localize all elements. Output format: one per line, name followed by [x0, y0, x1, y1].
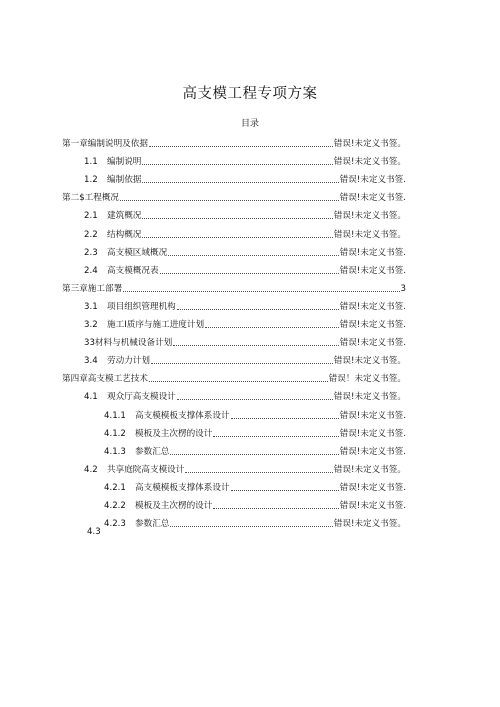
toc-entry-label: 模板及主次楞的设计 [135, 501, 213, 511]
toc-entry-label: 33材料与机械设备计划 [84, 338, 173, 349]
toc-entry-label: 观众厅高支模设计 [107, 392, 176, 403]
toc-entry-label: 建筑概况 [107, 211, 142, 222]
toc-entry-page: 错误!未定义书签. [339, 301, 406, 312]
toc-entry-number: 3.4 [84, 356, 98, 367]
toc-dot-leader [185, 471, 332, 473]
toc-entry-label: 施工I质序与施工进度计划 [107, 320, 205, 330]
toc-entry-label: 高支模模板支撑体系设计 [135, 410, 230, 421]
toc-entry-page: 错误!未定义书签. [339, 482, 406, 493]
toc-entry-page: 错误!未定义书签. [339, 428, 406, 439]
toc-entry[interactable] [104, 428, 406, 440]
toc-entry-label: 模板及主次楞的设计 [135, 428, 213, 439]
toc-dot-leader [170, 525, 332, 527]
toc-entry-label: 第二$工程概况 [62, 193, 120, 204]
toc-entry-page: 错误!未定义书签. [339, 446, 406, 457]
toc-entry-page: 错误！未定义书签。 [328, 374, 406, 385]
toc-entry-number: 4.1.2 [104, 428, 126, 439]
toc-entry-page: 错误!未定义书签. [339, 410, 406, 421]
toc-entry-number: 3.1 [84, 301, 98, 312]
toc-dot-leader [149, 380, 328, 382]
toc-entry-label: 劳动力计划 [107, 356, 150, 367]
toc-entry-label: 共享庭院高支模设计 [107, 464, 185, 475]
toc-entry-page: 错误!未定义书签. [339, 193, 406, 204]
toc-entry-label: 参数汇总 [135, 519, 170, 530]
toc-entry-page: 错误!未定义书签. [339, 501, 406, 511]
toc-entry[interactable] [84, 265, 406, 277]
toc-dot-leader [151, 362, 333, 364]
toc-dot-leader [120, 199, 339, 201]
toc-entry[interactable] [104, 410, 406, 422]
toc-entry-page: 错误!未定义书签. [339, 175, 406, 186]
toc-entry-number: 2.1 [84, 211, 98, 222]
toc-entry[interactable] [104, 500, 406, 512]
toc-entry-page: 错误!未定义书签. [339, 338, 406, 349]
toc-entry-number: 1.1 [84, 157, 98, 168]
toc-entry-number: 2.3 [84, 247, 98, 258]
toc-dot-leader [168, 254, 338, 256]
toc-dot-leader [173, 344, 338, 346]
toc-entry[interactable] [62, 192, 406, 204]
toc-entry-page: 3 [400, 283, 406, 294]
toc-entry-label: 第四章高支模工艺技术 [62, 374, 148, 385]
toc-entry[interactable] [62, 283, 406, 295]
toc-dot-leader [160, 272, 339, 274]
toc-entry-number: 1.2 [84, 175, 98, 186]
toc-dot-leader [213, 507, 338, 509]
toc-entry-page: 错误!未定义书签。 [333, 139, 406, 149]
toc-entry-number: 4.1.1 [104, 410, 126, 421]
toc-dot-leader [142, 236, 332, 238]
toc-entry[interactable] [84, 355, 406, 367]
toc-entry[interactable] [104, 518, 406, 530]
toc-entry-label: 高支模概况表 [107, 265, 159, 276]
toc-entry[interactable] [84, 464, 406, 476]
toc-trailing-number: 4.3 [87, 527, 101, 537]
toc-dot-leader [142, 181, 338, 183]
toc-dot-leader [205, 326, 339, 328]
toc-entry[interactable] [84, 301, 406, 313]
toc-entry-number: 4.1 [84, 392, 98, 403]
toc-entry-label: 编制依据 [107, 175, 142, 186]
toc-heading: 目录 [240, 119, 259, 129]
toc-dot-leader [231, 417, 339, 419]
toc-entry[interactable] [84, 156, 406, 168]
toc-entry-page: 错误!未定义书签. [339, 265, 406, 276]
toc-entry-label: 高支模区域概况 [107, 247, 168, 258]
toc-entry[interactable] [62, 138, 406, 150]
toc-dot-leader [142, 163, 332, 165]
toc-entry-number: 4.2.3 [104, 519, 126, 530]
toc-entry-label: 编制说明 [107, 157, 142, 168]
toc-dot-leader [142, 217, 332, 219]
toc-entry-number: 2.4 [84, 265, 98, 276]
toc-entry[interactable] [104, 482, 406, 494]
toc-entry-number: 4.2.2 [104, 501, 126, 511]
toc-dot-leader [231, 489, 339, 491]
toc-entry-page: 错误!未定义书签。 [333, 356, 406, 367]
toc-dot-leader [123, 290, 399, 292]
toc-entry-label: 项目组织管理机构 [107, 301, 176, 312]
toc-entry-page: 错误!未定义书签。 [333, 229, 406, 240]
toc-dot-leader [177, 308, 339, 310]
toc-entry-page: 错误!未定义书签. [339, 320, 406, 330]
document-title: 高支模工程专项方案 [182, 86, 318, 102]
toc-entry-page: 错误!未定义书签. [339, 247, 406, 258]
toc-entry-number: 2.2 [84, 229, 98, 240]
toc-dot-leader [170, 453, 338, 455]
toc-entry-number: 4.2 [84, 464, 98, 475]
toc-entry[interactable] [84, 174, 406, 186]
toc-entry-label: 参数汇总 [135, 446, 170, 457]
toc-entry[interactable] [84, 319, 406, 331]
toc-entry-number: 4.1.3 [104, 446, 126, 457]
toc-entry-page: 错误!未定义书签。 [333, 464, 406, 475]
toc-entry[interactable] [84, 210, 406, 222]
toc-entry[interactable] [84, 337, 406, 349]
toc-entry-label: 高支模模板支撑体系设计 [135, 482, 230, 493]
toc-dot-leader [177, 398, 333, 400]
toc-entry[interactable] [104, 446, 406, 458]
toc-entry-number: 4.2.1 [104, 482, 126, 493]
toc-entry-page: 错误!未定义书签。 [333, 211, 406, 222]
toc-entry[interactable] [84, 229, 406, 241]
toc-entry-number: 3.2 [84, 320, 98, 330]
toc-entry-page: 错误!未定义书签。 [333, 519, 406, 530]
toc-entry-page: 错误!未定义书签。 [333, 157, 406, 168]
toc-entry-label: 第一章编制说明及依据 [62, 139, 148, 149]
toc-entry[interactable] [84, 391, 406, 403]
toc-entry-label: 结构概况 [107, 229, 142, 240]
toc-entry-page: 错误!未定义书签。 [333, 392, 406, 403]
toc-entry-label: 第三章施工部署 [62, 283, 123, 294]
toc-dot-leader [213, 435, 338, 437]
toc-entry[interactable] [84, 247, 406, 259]
toc-dot-leader [149, 145, 333, 147]
toc-entry[interactable] [62, 373, 406, 385]
